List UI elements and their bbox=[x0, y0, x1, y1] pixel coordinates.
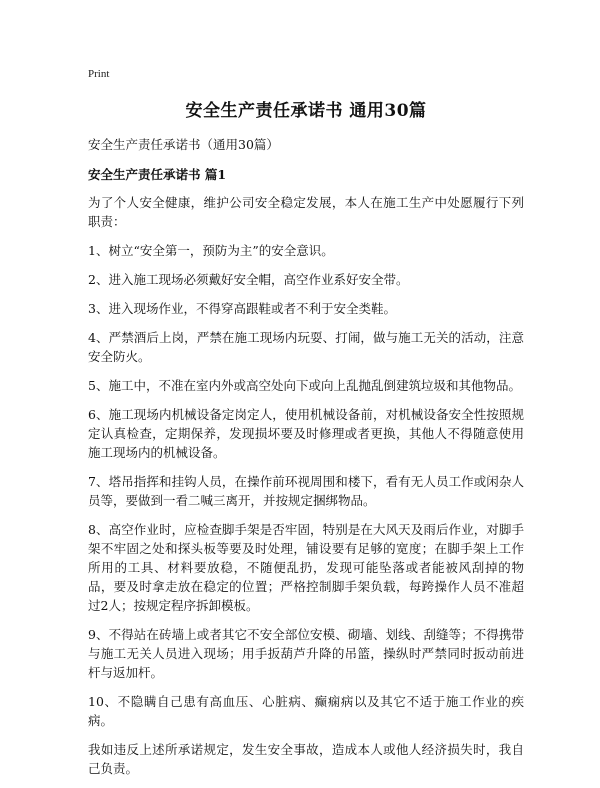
paragraph-item-8: 8、高空作业时，应检查脚手架是否牢固，特别是在大风天及雨后作业，对脚手架不牢固之处和探头板等要及时处理，铺设要有足够的宽度；在脚手架上工作所用的工具、材料要放稳，不随便乱扔，发现可能坠落或者能被风刮掉的物品，要及时拿走放在稳定的位置；严格控制脚手架负载，每跨操作人员不准超过2人；按规定程序拆卸模板。 bbox=[88, 522, 524, 613]
paragraph-item-5: 5、施工中，不准在室内外或高空处向下或向上乱抛乱倒建筑垃圾和其他物品。 bbox=[88, 378, 521, 393]
paragraph-item-10: 10、不隐瞒自己患有高血压、心脏病、癫痫病以及其它不适于施工作业的疾病。 bbox=[88, 694, 524, 728]
paragraph-item-2: 2、进入施工现场必须戴好安全帽，高空作业系好安全带。 bbox=[88, 272, 409, 287]
paragraph-intro: 为了个人安全健康，维护公司安全稳定发展，本人在施工生产中处愿履行下列职责： bbox=[88, 195, 524, 229]
paragraph-item-3: 3、进入现场作业，不得穿高跟鞋或者不利于安全类鞋。 bbox=[88, 301, 396, 316]
print-label: Print bbox=[88, 68, 110, 80]
section-heading: 安全生产责任承诺书 篇1 bbox=[88, 167, 227, 182]
paragraph-item-6: 6、施工现场内机械设备定岗定人，使用机械设备前，对机械设备安全性按照规定认真检查，定期保养，发现损坏要及时修理或者更换，其他人不得随意使用施工现场内的机械设备。 bbox=[88, 407, 524, 460]
paragraph-item-4: 4、严禁酒后上岗，严禁在施工现场内玩耍、打闹，做与施工无关的活动，注意安全防火。 bbox=[88, 330, 524, 364]
document-title: 安全生产责任承诺书 通用30篇 bbox=[185, 101, 427, 121]
paragraph-item-1: 1、树立“安全第一，预防为主”的安全意识。 bbox=[88, 243, 334, 258]
paragraph-item-9: 9、不得站在砖墙上或者其它不安全部位安模、砌墙、划线、刮缝等；不得携带与施工无关人员进入现场；用手扳葫芦升降的吊篮，操纵时严禁同时扳动前进杆与返加杆。 bbox=[88, 627, 524, 680]
document-page bbox=[88, 68, 524, 788]
paragraph-item-7: 7、塔吊指挥和挂钩人员，在操作前环视周围和楼下，看有无人员工作或闲杂人员等，要做到一看二喊三离开，并按规定捆绑物品。 bbox=[88, 474, 524, 508]
paragraph-closing: 我如违反上述所承诺规定，发生安全事故，造成本人或他人经济损失时，我自己负责。 bbox=[88, 742, 524, 776]
document-subtitle: 安全生产责任承诺书（通用30篇） bbox=[88, 137, 279, 152]
